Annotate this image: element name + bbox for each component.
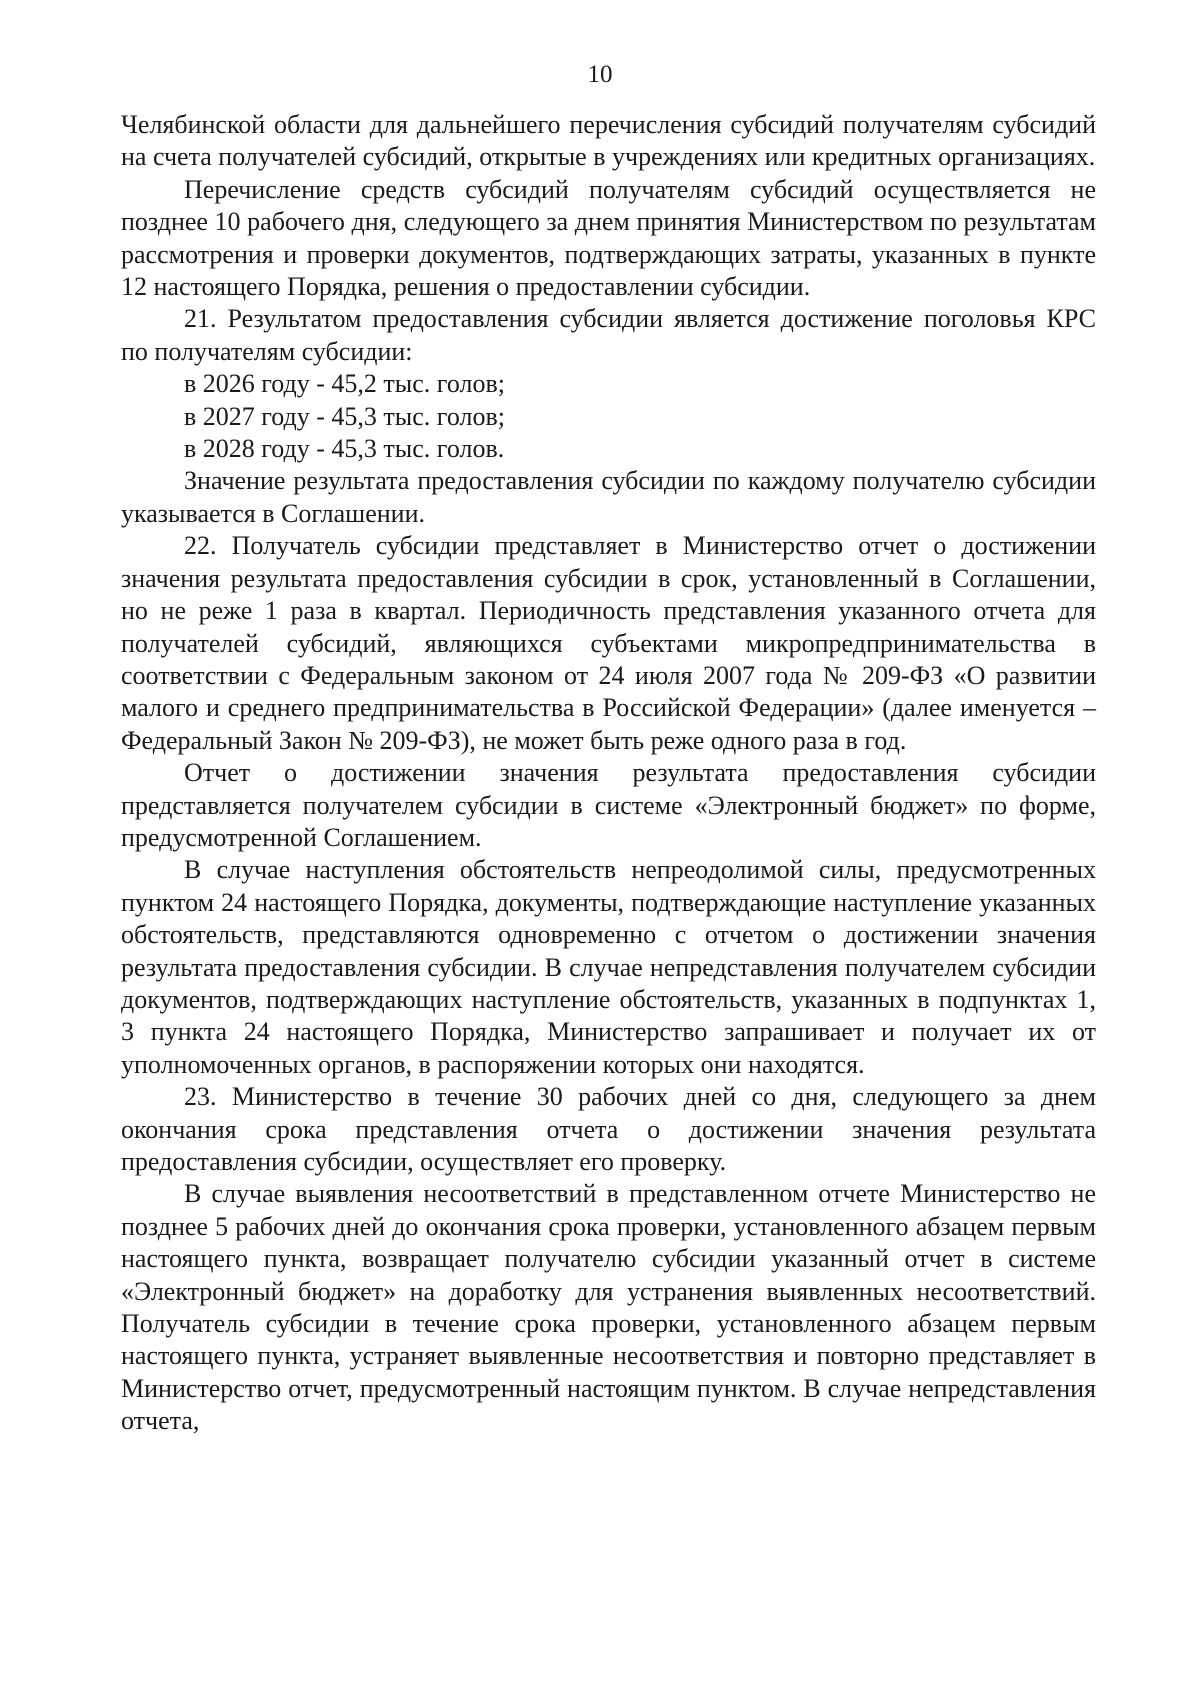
- list-item-2026: в 2026 году - 45,2 тыс. голов;: [184, 369, 505, 399]
- paragraph-force-majeure: В случае наступления обстоятельств непреодолимой силы, предусмотренных пунктом 24 настоящего Порядка, документы, подтверждающие наступление указанных обстоятельств, представляются одновременно с отчетом о достижении значения результата предоставления субсидии. В случае непредставления получателем субсидии документов, подтверждающих наступление обстоятельств, указанных в подпунктах 1, 3 пункта 24 настоящего Порядка, Министерство запрашивает и получает их от уполномоченных органов, в распоряжении которых они находятся.: [121, 855, 1096, 1079]
- paragraph-clause-22: 22. Получатель субсидии представляет в Министерство отчет о достижении значения результата предоставления субсидии в срок, установленный в Соглашении, но не реже 1 раза в квартал. Периодичность представления указанного отчета для получателей субсидий, являющихся субъектами микропредпринимательства в соответствии с Федеральным законом от 24 июля 2007 года № 209-ФЗ «О развитии малого и среднего предпринимательства в Российской Федерации» (далее именуется – Федеральный Закон № 209-ФЗ), не может быть реже одного раза в год.: [121, 531, 1096, 755]
- list-item-2028: в 2028 году - 45,3 тыс. голов.: [184, 434, 505, 464]
- paragraph-result-value: Значение результата предоставления субсидии по каждому получателю субсидии указывается в Соглашении.: [121, 466, 1096, 528]
- list-item-2027: в 2027 году - 45,3 тыс. голов;: [184, 401, 505, 431]
- document-body: [121, 109, 1096, 1438]
- paragraph-continuation: Челябинской области для дальнейшего перечисления субсидий получателям субсидий на счета получателей субсидий, открытые в учреждениях или кредитных организациях.: [121, 110, 1096, 172]
- paragraph-discrepancies: В случае выявления несоответствий в представленном отчете Министерство не позднее 5 рабочих дней до окончания срока проверки, установленного абзацем первым настоящего пункта, возвращает получателю субсидии указанный отчет в системе «Электронный бюджет» на доработку для устранения выявленных несоответствий. Получатель субсидии в течение срока проверки, установленного абзацем первым настоящего пункта, устраняет выявленные несоответствия и повторно представляет в Министерство отчет, предусмотренный настоящим пунктом. В случае непредставления отчета,: [121, 1179, 1096, 1436]
- paragraph-report-form: Отчет о достижении значения результата предоставления субсидии представляется получателем субсидии в системе «Электронный бюджет» по форме, предусмотренной Соглашением.: [121, 758, 1096, 852]
- paragraph-clause-21: 21. Результатом предоставления субсидии является достижение поголовья КРС по получателям субсидии:: [121, 304, 1096, 366]
- page-number: 10: [587, 61, 613, 88]
- paragraph-transfer-terms: Перечисление средств субсидий получателям субсидий осуществляется не позднее 10 рабочего дня, следующего за днем принятия Министерством по результатам рассмотрения и проверки документов, подтверждающих затраты, указанных в пункте 12 настоящего Порядка, решения о предоставлении субсидии.: [121, 174, 1096, 302]
- paragraph-clause-23: 23. Министерство в течение 30 рабочих дней со дня, следующего за днем окончания срока представления отчета о достижении значения результата предоставления субсидии, осуществляет его проверку.: [121, 1082, 1096, 1176]
